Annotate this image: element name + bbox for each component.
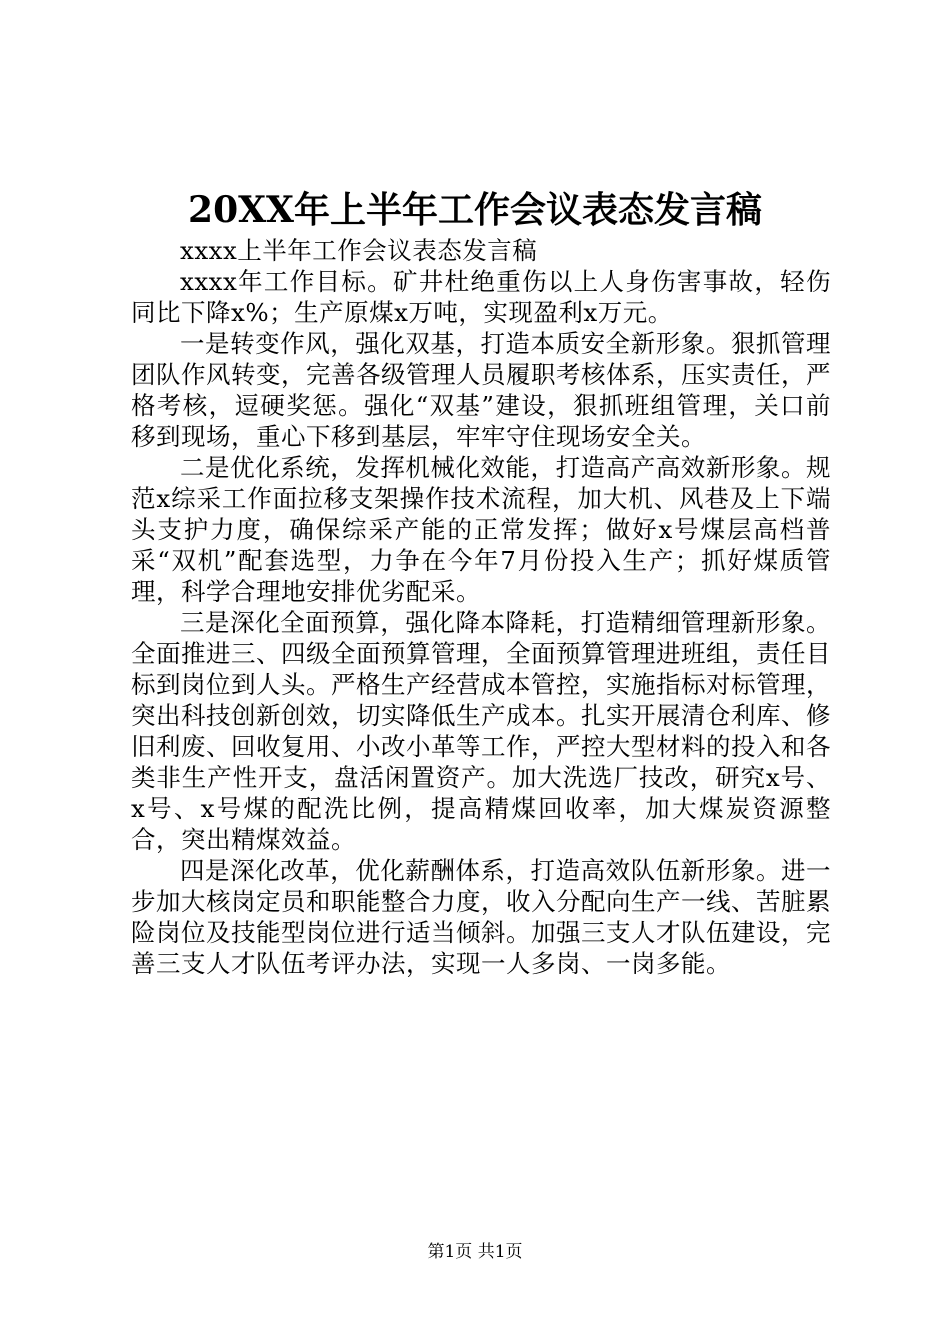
paragraph-item-1: 一是转变作风，强化双基，打造本质安全新形象。狠抓管理团队作风转变，完善各级管理人员履职考核体系，压实责任，严格考核，逗硬奖惩。强化“双基”建设，狠抓班组管理，关口前移到现场，重心下移到基层，牢牢守住现场安全关。 <box>131 329 831 451</box>
page-number-footer: 第1页 共1页 <box>427 1242 523 1262</box>
paragraph-item-3: 三是深化全面预算，强化降本降耗，打造精细管理新形象。全面推进三、四级全面预算管理，全面预算管理进班组，责任目标到岗位到人头。严格生产经营成本管控，实施指标对标管理，突出科技创新创效，切实降低生产成本。扎实开展清仓利库、修旧利废、回收复用、小改小革等工作，严控大型材料的投入和各类非生产性开支，盘活闲置资产。加大洗选厂技改，研究x号、x号、x号煤的配洗比例，提高精煤回收率，加大煤炭资源整合，突出精煤效益。 <box>131 608 831 854</box>
paragraph-item-4: 四是深化改革，优化薪酬体系，打造高效队伍新形象。进一步加大核岗定员和职能整合力度，收入分配向生产一线、苦脏累险岗位及技能型岗位进行适当倾斜。加强三支人才队伍建设，完善三支人才队伍考评办法，实现一人多岗、一岗多能。 <box>131 856 831 978</box>
document-body <box>131 235 831 979</box>
paragraph-heading: xxxx上半年工作会议表态发言稿 <box>180 236 538 265</box>
paragraph-item-2: 二是优化系统，发挥机械化效能，打造高产高效新形象。规范x综采工作面拉移支架操作技术流程，加大机、风巷及上下端头支护力度，确保综采产能的正常发挥；做好x号煤层高档普采“双机”配套选型，力争在今年7月份投入生产；抓好煤质管理，科学合理地安排优劣配采。 <box>131 453 831 606</box>
paragraph-goals: xxxx年工作目标。矿井杜绝重伤以上人身伤害事故，轻伤同比下降x%；生产原煤x万吨，实现盈利x万元。 <box>131 267 831 327</box>
document-title: 20XX年上半年工作会议表态发言稿 <box>188 189 762 231</box>
